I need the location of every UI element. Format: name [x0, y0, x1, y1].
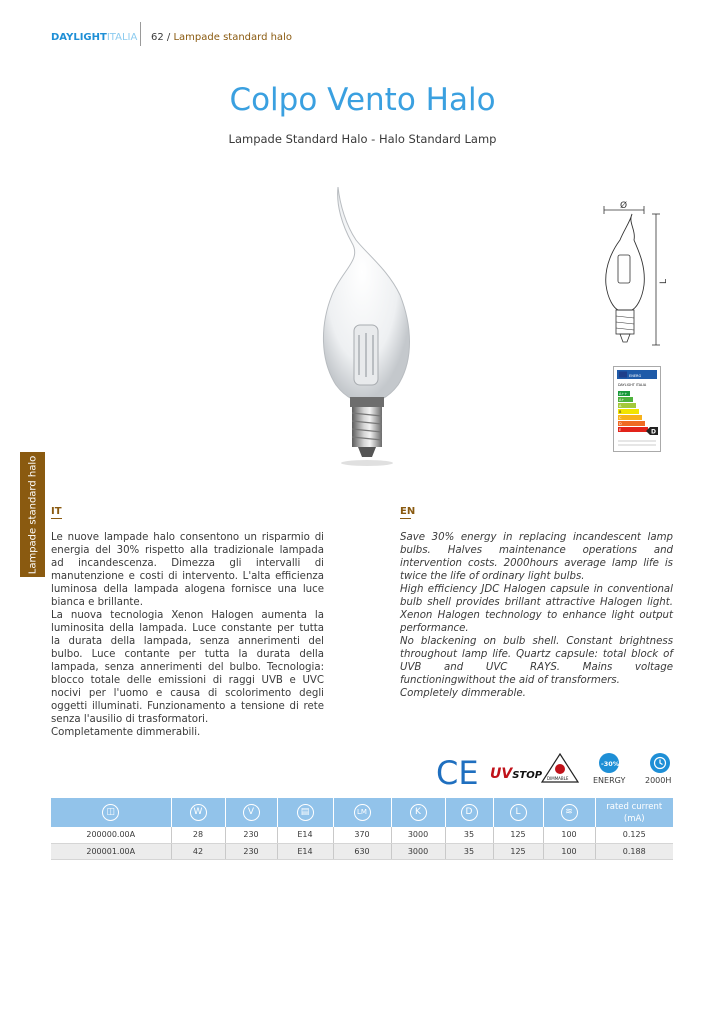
volt-icon: V: [243, 804, 260, 821]
code-icon: ◫: [102, 804, 119, 821]
description-en: [400, 531, 673, 700]
socket-icon: ▤: [297, 804, 314, 821]
watt-icon: W: [190, 804, 207, 821]
dimension-diagram: [596, 200, 676, 350]
column-rated-current: [595, 798, 673, 827]
rated-current-header: rated current (mA): [606, 801, 663, 824]
description-it: [51, 531, 324, 739]
svg-text:C: C: [619, 416, 622, 420]
length-icon: L: [510, 804, 527, 821]
svg-text:ENERG: ENERG: [629, 374, 642, 378]
column-packaging: [543, 798, 595, 827]
en-paragraph: High efficiency JDC Halogen capsule in conventional bulb shell provides brillant attractive Halogen light. Xenon Halogen technology to enhance light output performance.: [400, 584, 673, 634]
cell-packaging: 100: [543, 843, 595, 859]
cell-lumen: 630: [333, 843, 391, 859]
cell-length: 125: [493, 843, 543, 859]
brand-italia: ITALIA: [106, 32, 138, 43]
page-title: Colpo Vento Halo: [229, 82, 496, 118]
energy-label-text: ENERGY: [593, 776, 626, 785]
header-divider: [140, 22, 141, 46]
column-length: [493, 798, 543, 827]
cell-diameter: 35: [445, 827, 493, 843]
cell-socket: E14: [277, 827, 333, 843]
side-section-tab: [20, 452, 45, 577]
svg-text:B: B: [619, 410, 622, 414]
cell-rated-current: 0.188: [595, 843, 673, 859]
specs-table: [51, 798, 673, 860]
ce-mark-icon: [436, 756, 480, 788]
dimmable-icon: [540, 752, 580, 784]
cell-code: 200000.00A: [51, 827, 171, 843]
diameter-symbol: Ø: [620, 201, 628, 211]
svg-text:-30%: -30%: [601, 760, 620, 768]
cell-lumen: 370: [333, 827, 391, 843]
svg-text:E: E: [619, 428, 622, 432]
svg-text:CE: CE: [436, 756, 479, 788]
column-kelvin: [391, 798, 445, 827]
column-diameter: [445, 798, 493, 827]
cell-kelvin: 3000: [391, 843, 445, 859]
en-paragraph: Save 30% energy in replacing incandescent lamp bulbs. Halves maintenance operations and intervention costs. 2000hours average lamp life is twice the life of ordinary light bulbs.: [400, 532, 673, 582]
energy-label-brand: DAYLIGHT ITALIA: [618, 383, 647, 387]
lifetime-icon: [649, 752, 671, 774]
column-lumen: [333, 798, 391, 827]
cell-watt: 28: [171, 827, 225, 843]
brand-daylight: DAYLIGHT: [51, 32, 107, 43]
heading-it: IT: [51, 506, 62, 517]
lifetime-label-text: 2000H: [645, 776, 672, 785]
cell-volt: 230: [225, 827, 277, 843]
page-number: 62 /: [151, 32, 171, 43]
uvstop-icon: UVSTOP: [490, 766, 543, 782]
svg-text:D: D: [619, 422, 622, 426]
it-paragraph: La nuova tecnologia Xenon Halogen aumenta la luminosita della lampada. Luce constante per tutta la durata della lampada, senza annerimenti del bulbo. Luce contante per tutta la durata della lampada, senza annerimenti del bulbo. Tecnologia: blocco totale delle emissioni di raggi UVB e UVC nocivi per l'uomo e causa di scolorimento degli oggetti illuminati. Funzionamento a tensione di rete senza l'ausilio di trasformatori.: [51, 610, 324, 725]
svg-text:DIMMABLE: DIMMABLE: [547, 776, 569, 781]
cell-rated-current: 0.125: [595, 827, 673, 843]
table-header-row: [51, 798, 673, 827]
en-paragraph: No blackening on bulb shell. Constant brightness throughout lamp life. Quartz capsule: total block of UVB and UVC RAYS. Mains voltage functioningwithout the aid of transformers.: [400, 636, 673, 686]
svg-text:A+: A+: [619, 398, 625, 402]
page-breadcrumb: [151, 32, 292, 43]
feature-icons: [436, 752, 676, 792]
column-volt: [225, 798, 277, 827]
table-row: [51, 827, 673, 843]
cell-kelvin: 3000: [391, 827, 445, 843]
it-paragraph: Completamente dimmerabili.: [51, 727, 201, 738]
diameter-icon: D: [461, 804, 478, 821]
column-watt: [171, 798, 225, 827]
cell-length: 125: [493, 827, 543, 843]
section-name: Lampade standard halo: [173, 32, 292, 43]
cell-volt: 230: [225, 843, 277, 859]
svg-text:A++: A++: [619, 392, 628, 396]
table-row: [51, 843, 673, 859]
svg-text:A: A: [619, 404, 622, 408]
cell-socket: E14: [277, 843, 333, 859]
page-subtitle: Lampade Standard Halo - Halo Standard Lamp: [228, 132, 497, 146]
energy-label-graphic: [614, 367, 660, 451]
cell-watt: 42: [171, 843, 225, 859]
brand-header: [51, 32, 137, 43]
cell-packaging: 100: [543, 827, 595, 843]
cell-code: 200001.00A: [51, 843, 171, 859]
packaging-icon: ≋: [561, 804, 578, 821]
kelvin-icon: K: [410, 804, 427, 821]
lumen-icon: LM: [354, 804, 371, 821]
energy-class-current: D: [651, 428, 656, 436]
column-code: [51, 798, 171, 827]
length-symbol: L: [659, 278, 669, 284]
heading-en: EN: [400, 506, 416, 517]
energy-saving-icon: [598, 752, 620, 774]
energy-label: [613, 366, 661, 452]
it-paragraph: Le nuove lampade halo consentono un risparmio di energia del 30% rispetto alla tradizionale lampada ad incandescenza. Dimezza gli intervalli di manutenzione e costi di intervento. L'alta efficienza luminosa della lampada alogena fornisce una luce bianca e brillante.: [51, 532, 324, 608]
side-tab-label: Lampade standard halo: [27, 455, 38, 574]
bulb-product-image: [312, 185, 422, 470]
column-socket: [277, 798, 333, 827]
en-paragraph: Completely dimmerable.: [400, 688, 526, 699]
cell-diameter: 35: [445, 843, 493, 859]
